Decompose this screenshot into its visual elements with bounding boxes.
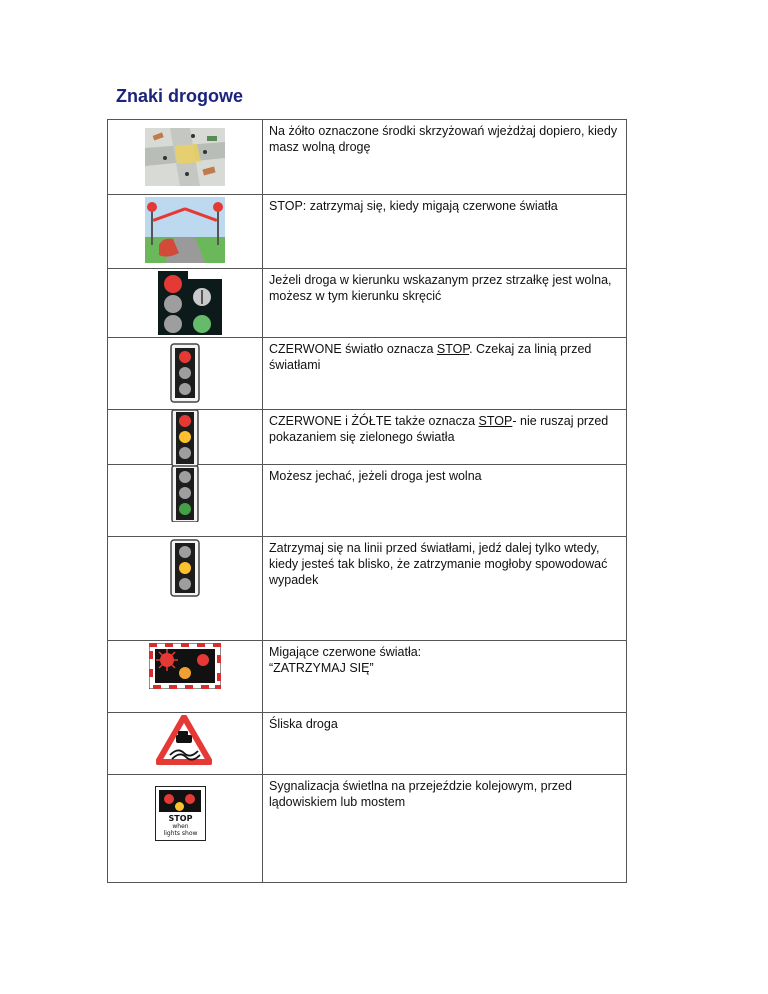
- sign-description: Sygnalizacja świetlna na przejeździe kolejowym, przed lądowiskiem lub mostem: [263, 775, 627, 883]
- page-title: Znaki drogowe: [116, 86, 244, 106]
- sign-description: Śliska droga: [263, 713, 627, 775]
- green-light-icon: [171, 466, 199, 522]
- sign-image-cell: [108, 120, 263, 195]
- table-row: [108, 775, 627, 883]
- level-crossing-barrier-icon: [145, 197, 225, 263]
- sign-description: CZERWONE światło oznacza STOP. Czekaj za linią przed światłami: [263, 338, 627, 410]
- sign-when-label: when: [172, 823, 189, 830]
- sign-description: STOP: zatrzymaj się, kiedy migają czerwone światła: [263, 195, 627, 269]
- signs-table: [107, 119, 627, 883]
- yellow-box-junction-icon: [145, 128, 225, 186]
- sign-description: Migające czerwone światła: “ZATRZYMAJ SIĘ”: [263, 641, 627, 713]
- table-row: [108, 465, 627, 537]
- table-row: [108, 537, 627, 641]
- table-row: [108, 641, 627, 713]
- sign-image-cell: [108, 713, 263, 775]
- slippery-road-sign-icon: [156, 715, 212, 765]
- red-light-icon: [170, 343, 200, 403]
- red-amber-light-icon: [171, 410, 199, 466]
- filter-arrow-traffic-light-icon: [158, 271, 222, 335]
- sign-description: Na żółto oznaczone środki skrzyżowań wjeżdżaj dopiero, kiedy masz wolną drogę: [263, 120, 627, 195]
- sign-description: Jeżeli droga w kierunku wskazanym przez strzałkę jest wolna, możesz w tym kierunku skręcić: [263, 269, 627, 338]
- table-row: [108, 713, 627, 775]
- table-row: [108, 410, 627, 465]
- stop-when-lights-show-sign-icon: [155, 786, 206, 841]
- sign-description: Zatrzymaj się na linii przed światłami, jedź dalej tylko wtedy, kiedy jesteś tak blisko, że zatrzymanie mogłoby spowodować wypadek: [263, 537, 627, 641]
- sign-image-cell: [108, 410, 263, 465]
- sign-stop-label: STOP: [168, 814, 193, 823]
- sign-image-cell: [108, 775, 263, 883]
- amber-light-icon: [170, 539, 200, 597]
- flashing-red-lights-icon: [149, 643, 221, 689]
- sign-image-cell: [108, 269, 263, 338]
- table-row: [108, 269, 627, 338]
- sign-description: Możesz jechać, jeżeli droga jest wolna: [263, 465, 627, 537]
- sign-image-cell: [108, 465, 263, 537]
- table-row: [108, 195, 627, 269]
- sign-description: CZERWONE i ŻÓŁTE także oznacza STOP- nie ruszaj przed pokazaniem się zielonego światła: [263, 410, 627, 465]
- table-row: [108, 120, 627, 195]
- sign-image-cell: [108, 195, 263, 269]
- sign-lights-show-label: lights show: [163, 830, 198, 837]
- sign-image-cell: [108, 641, 263, 713]
- sign-image-cell: [108, 338, 263, 410]
- table-row: [108, 338, 627, 410]
- sign-image-cell: [108, 537, 263, 641]
